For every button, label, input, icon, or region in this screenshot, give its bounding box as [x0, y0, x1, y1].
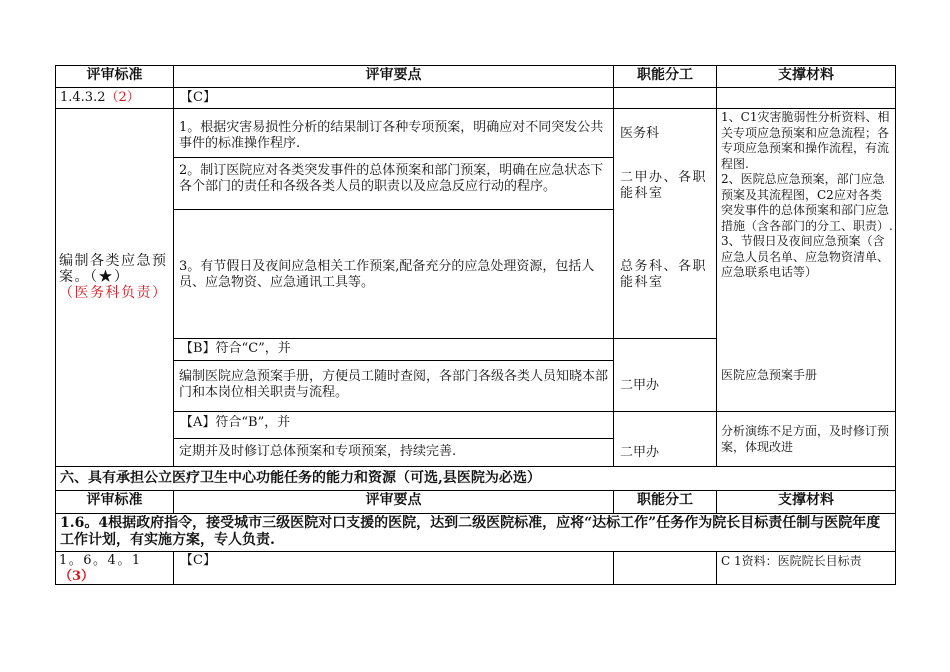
rule — [55, 490, 896, 491]
rule — [613, 65, 614, 466]
item-code — [60, 90, 173, 107]
header-standard: 评审标准 — [86, 67, 143, 83]
grade-c-label: 【C】 — [180, 90, 216, 105]
point-2: 2。制订医院应对各类突发事件的总体预案和部门预案，明确在应急状态下各个部门的责任和各级各类人员的职责以及应急反应行动的程序。 — [179, 163, 604, 194]
role-2: 二甲办、各职能科室 — [620, 170, 708, 201]
standard-description — [59, 253, 171, 323]
item-level: （2） — [105, 90, 140, 105]
rule — [173, 551, 174, 585]
standard-responsible: （医务科负责） — [59, 285, 168, 301]
point-1: 1。根据灾害易损性分析的结果制订各种专项预案，明确应对不同突发公共事件的标准操作程序. — [179, 120, 604, 151]
a-role: 二甲办 — [620, 445, 660, 460]
rule — [173, 338, 717, 339]
rule — [613, 551, 614, 585]
rule — [173, 411, 896, 412]
header-support: 支撑材料 — [778, 67, 834, 83]
header2-support: 支撑材料 — [778, 492, 834, 508]
rule — [895, 65, 896, 585]
item-1641-grade-c: 【C】 — [180, 553, 216, 568]
role-1: 医务科 — [620, 126, 660, 141]
rule — [55, 87, 896, 88]
item-1641-code-number: 1。6。4。1 — [59, 553, 142, 568]
rule — [173, 438, 613, 439]
a-point: 定期并及时修订总体预案和专项预案，持续完善. — [179, 444, 457, 459]
header2-role: 职能分工 — [637, 492, 693, 508]
header-points: 评审要点 — [365, 67, 422, 83]
rule — [716, 65, 717, 466]
point-3: 3。有节假日及夜间应急相关工作预案,配备充分的应急处理资源，包括人员、应急物资、应急通讯工具等。 — [179, 259, 595, 290]
rule — [716, 551, 717, 585]
rule — [173, 209, 613, 210]
rule — [55, 551, 896, 552]
rule — [173, 65, 174, 466]
item-code-number: 1.4.3.2 — [60, 90, 106, 105]
b-support: 医院应急预案手册 — [721, 368, 818, 382]
item-164-text: 1.6。4根据政府指令，接受城市三级医院对口支援的医院，达到二级医院标准，应将“达标工作”任务作为院长目标责任制与医院年度工作计划，有实施方案，专人负责. — [60, 515, 881, 548]
b-point: 编制医院应急预案手册，方便员工随时查阅，各部门各级各类人员知晓本部门和本岗位相关职责与流程。 — [179, 369, 609, 400]
grade-a-label: 【A】符合“B”，并 — [180, 415, 291, 430]
item-1641-code — [59, 553, 173, 584]
b-role: 二甲办 — [620, 378, 660, 393]
rule — [173, 360, 613, 361]
rule — [173, 157, 613, 158]
header2-points: 评审要点 — [365, 492, 422, 508]
header2-standard: 评审标准 — [86, 492, 143, 508]
header-role: 职能分工 — [637, 67, 693, 83]
rule — [55, 466, 896, 467]
role-3: 总务科、各职能科室 — [620, 259, 708, 290]
item-1641-support: C 1资料：医院院长目标责 — [721, 554, 862, 568]
support-c-materials: 1、C1灾害脆弱性分析资料、相关专项应急预案和应急流程；各专项应急预案和操作流程，有流程图. 2、医院总应急预案，部门应急预案及其流程图，C2应对各类突发事件的总体预案和部门应急措施（含各部门的分工、职责）. 3、节假日及夜间应急预案（含应急人员名单、应急物资清单、应急联系电话等） — [721, 110, 893, 279]
a-support: 分析演练不足方面，及时修订预案，体现改进 — [721, 424, 890, 454]
rule — [55, 584, 896, 585]
grade-b-label: 【B】符合“C”，并 — [180, 341, 291, 356]
section-six-title: 六、具有承担公立医疗卫生中心功能任务的能力和资源（可选,县医院为必选） — [60, 470, 541, 486]
rule — [55, 108, 896, 109]
rule — [55, 65, 896, 66]
item-1641-level: （3） — [59, 569, 95, 584]
rule — [55, 513, 896, 514]
standard-text: 编制各类应急预案。（★） — [59, 253, 168, 285]
